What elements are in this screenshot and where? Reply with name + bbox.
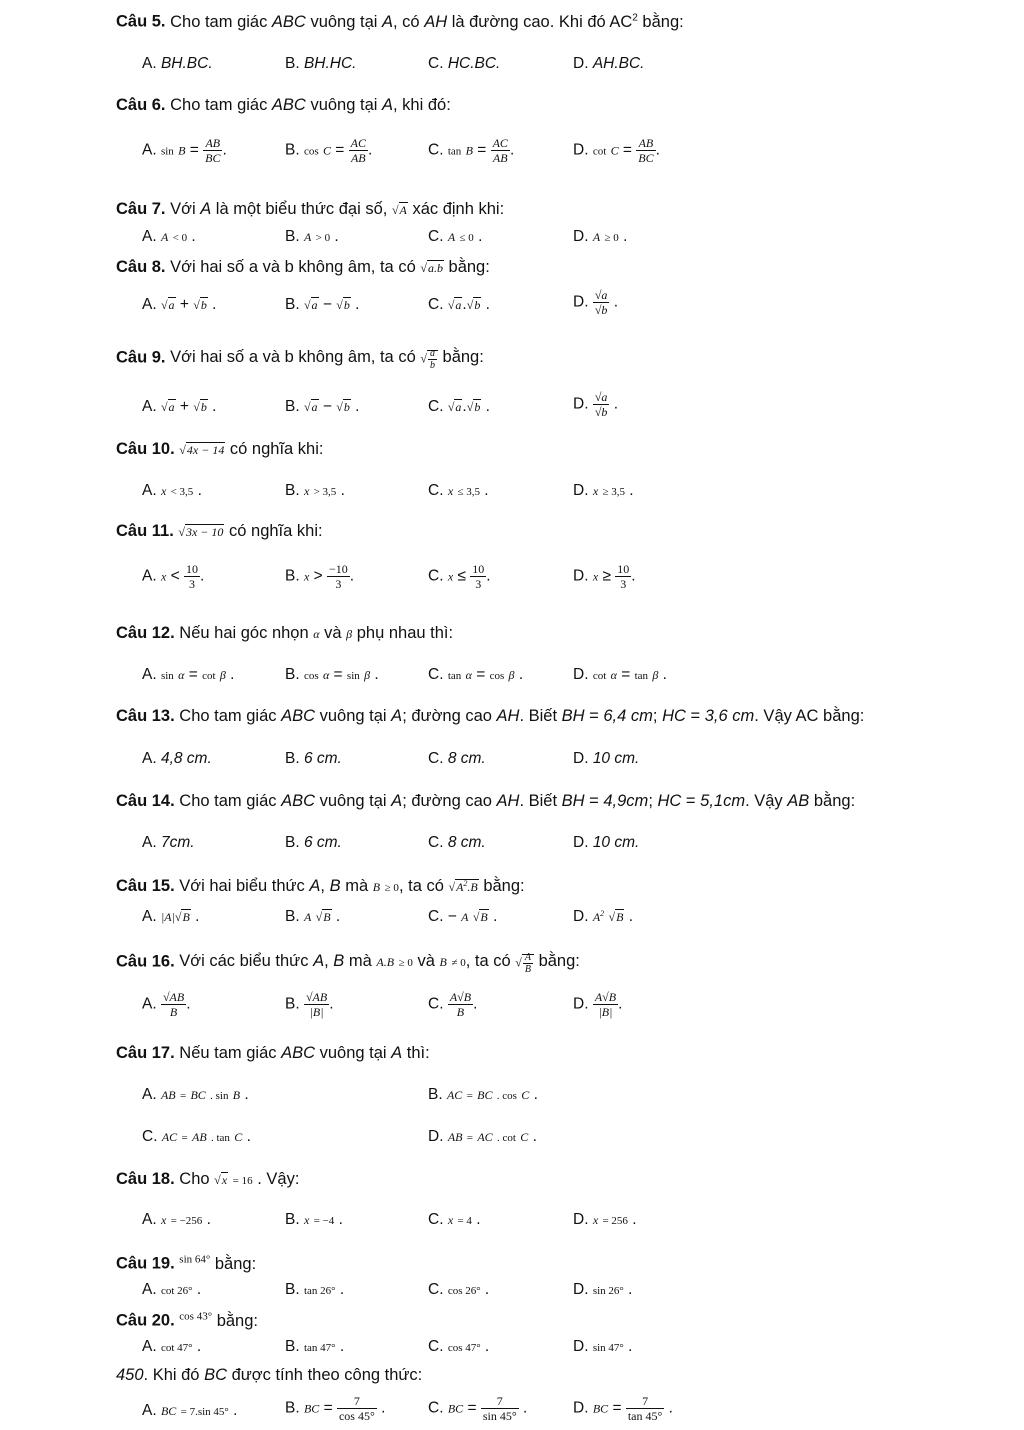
question-19: Câu 19. $^{sin 64^\circ}$ bằng: <box>116 1253 257 1273</box>
option-8a[interactable]: A. √a + √b . <box>142 296 217 313</box>
question-13: Câu 13. Cho tam giác ABC vuông tại A; đường cao AH. Biết BH = 6,4 cm; HC = 3,6 cm. Vậy AC bằng: <box>116 707 865 725</box>
question-20: Câu 20. $^{cos 43^\circ}$ bằng: <box>116 1310 258 1330</box>
option-11c[interactable]: C. x ≤ $\frac{10}{3}$ . <box>428 562 491 591</box>
option-6c[interactable]: C. tan B = $\frac{AC}{AB}$ . <box>428 136 515 165</box>
option-19a[interactable]: A. cot 26° . <box>142 1281 202 1298</box>
question-5: Câu 5. Cho tam giác ABC vuông tại A, có AH là đường cao. Khi đó $AC^2$ bằng: <box>116 12 684 31</box>
option-16b[interactable]: B. $\frac{√AB}{|B|}$ . <box>285 990 334 1019</box>
option-7c[interactable]: C. A ≤ 0 . <box>428 228 483 245</box>
option-12a[interactable]: A. sin α = cot β . <box>142 666 235 683</box>
option-14d[interactable]: D. 10 cm. <box>573 834 640 851</box>
option-11b[interactable]: B. x > $\frac{-10}{3}$ . <box>285 562 355 591</box>
question-14: Câu 14. Cho tam giác ABC vuông tại A; đường cao AH. Biết BH = 4,9cm; HC = 5,1cm. Vậy AB bằng: <box>116 792 856 810</box>
option-14a[interactable]: A. 7cm. <box>142 834 195 851</box>
option-9a[interactable]: A. √a + √b . <box>142 398 217 415</box>
option-12d[interactable]: D. cot α = tan β . <box>573 666 667 683</box>
option-17a[interactable]: A. AB = BC . sin B . <box>142 1086 249 1103</box>
option-12b[interactable]: B. cos α = sin β . <box>285 666 379 683</box>
option-11a[interactable]: A. x < $\frac{10}{3}$ . <box>142 562 205 591</box>
option-15a[interactable]: A. |A|√B . <box>142 908 200 925</box>
option-20d[interactable]: D. sin 47° . <box>573 1338 633 1355</box>
option-10b[interactable]: B. x > 3,5 . <box>285 482 345 499</box>
option-19c[interactable]: C. cos 26° . <box>428 1281 490 1298</box>
option-9c[interactable]: C. √a.√b . <box>428 398 490 415</box>
option-20a[interactable]: A. cot 47° . <box>142 1338 202 1355</box>
option-21c[interactable]: C. BC = $\frac{7}{\sin 45^\circ}$ . <box>428 1394 528 1423</box>
option-9d[interactable]: D. $\frac{√a}{√b}$ . <box>573 390 619 419</box>
option-20c[interactable]: C. cos 47° . <box>428 1338 490 1355</box>
option-8b[interactable]: B. √a − √b . <box>285 296 360 313</box>
option-14b[interactable]: B. 6 cm. <box>285 834 342 851</box>
option-9b[interactable]: B. √a − √b . <box>285 398 360 415</box>
option-18b[interactable]: B. x = −4 . <box>285 1211 343 1228</box>
question-7: Câu 7. Với A là một biểu thức đại số, √A xác định khi: <box>116 200 505 218</box>
option-13c[interactable]: C. 8 cm. <box>428 750 486 767</box>
option-5a[interactable]: A. BH.BC. <box>142 55 213 72</box>
option-5b[interactable]: B. BH.HC. <box>285 55 357 72</box>
option-7d[interactable]: D. A ≥ 0 . <box>573 228 628 245</box>
option-19d[interactable]: D. sin 26° . <box>573 1281 633 1298</box>
option-7a[interactable]: A. A < 0 . <box>142 228 196 245</box>
option-6d[interactable]: D. cot C = $\frac{AB}{BC}$ . <box>573 136 660 165</box>
option-13a[interactable]: A. 4,8 cm. <box>142 750 212 767</box>
option-16c[interactable]: C. $\frac{A√B}{B}$ . <box>428 990 478 1019</box>
option-13b[interactable]: B. 6 cm. <box>285 750 342 767</box>
option-11d[interactable]: D. x ≥ $\frac{10}{3}$ . <box>573 562 636 591</box>
question-16: Câu 16. Với các biểu thức A, B mà A.B ≥ 0 và B ≠ 0, ta có √ $\frac{A}{B}$ bằng: <box>116 952 580 975</box>
question-15: Câu 15. Với hai biểu thức A, B mà B ≥ 0, ta có $√A^2.B$ bằng: <box>116 877 525 895</box>
option-21d[interactable]: D. BC = $\frac{7}{\tan 45^\circ}$ . <box>573 1394 673 1423</box>
option-19b[interactable]: B. tan 26° . <box>285 1281 345 1298</box>
question-11: Câu 11. √3x − 10 có nghĩa khi: <box>116 522 323 540</box>
question-17: Câu 17. Nếu tam giác ABC vuông tại A thì: <box>116 1044 430 1062</box>
option-10c[interactable]: C. x ≤ 3,5 . <box>428 482 489 499</box>
option-8d[interactable]: D. $\frac{√a}{√b}$ . <box>573 288 619 317</box>
option-18c[interactable]: C. x = 4 . <box>428 1211 481 1228</box>
option-17d[interactable]: D. AB = AC . cot C . <box>428 1128 537 1145</box>
question-9: Câu 9. Với hai số a và b không âm, ta có √ $\frac{a}{b}$ bằng: <box>116 348 484 371</box>
option-15c[interactable]: C. − A √B . <box>428 908 498 925</box>
option-21b[interactable]: B. BC = $\frac{7}{\cos 45^\circ}$ . <box>285 1394 386 1423</box>
option-18a[interactable]: A. x = −256 . <box>142 1211 211 1228</box>
question-12: Câu 12. Nếu hai góc nhọn α và β phụ nhau thì: <box>116 624 454 642</box>
option-15b[interactable]: B. A √B . <box>285 908 341 925</box>
option-20b[interactable]: B. tan 47° . <box>285 1338 345 1355</box>
question-8: Câu 8. Với hai số a và b không âm, ta có √a.b bằng: <box>116 258 490 276</box>
option-21a[interactable]: A. BC = 7.sin 45° . <box>142 1402 238 1419</box>
option-17c[interactable]: C. AC = AB . tan C . <box>142 1128 251 1145</box>
option-10d[interactable]: D. x ≥ 3,5 . <box>573 482 634 499</box>
question-18: Câu 18. Cho √x = 16 . Vậy: <box>116 1170 300 1188</box>
question-21-fragment: 450. Khi đó BC được tính theo công thức: <box>116 1366 423 1384</box>
option-8c[interactable]: C. √a.√b . <box>428 296 490 313</box>
option-16d[interactable]: D. $\frac{A√B}{|B|}$ . <box>573 990 623 1019</box>
option-10a[interactable]: A. x < 3,5 . <box>142 482 202 499</box>
option-5c[interactable]: C. HC.BC. <box>428 55 501 72</box>
option-15d[interactable]: D. $A^2$ √B . <box>573 908 634 925</box>
question-6: Câu 6. Cho tam giác ABC vuông tại A, khi đó: <box>116 96 451 114</box>
option-6b[interactable]: B. cos C = $\frac{AC}{AB}$ . <box>285 136 373 165</box>
option-17b[interactable]: B. AC = BC . cos C . <box>428 1086 538 1103</box>
option-12c[interactable]: C. tan α = cos β . <box>428 666 524 683</box>
option-7b[interactable]: B. A > 0 . <box>285 228 339 245</box>
option-13d[interactable]: D. 10 cm. <box>573 750 640 767</box>
option-5d[interactable]: D. AH.BC. <box>573 55 645 72</box>
option-6a[interactable]: A. sin B = $\frac{AB}{BC}$ . <box>142 136 227 165</box>
option-14c[interactable]: C. 8 cm. <box>428 834 486 851</box>
option-16a[interactable]: A. $\frac{√AB}{B}$ . <box>142 990 191 1019</box>
option-18d[interactable]: D. x = 256 . <box>573 1211 637 1228</box>
question-10: Câu 10. √4x − 14 có nghĩa khi: <box>116 440 324 458</box>
